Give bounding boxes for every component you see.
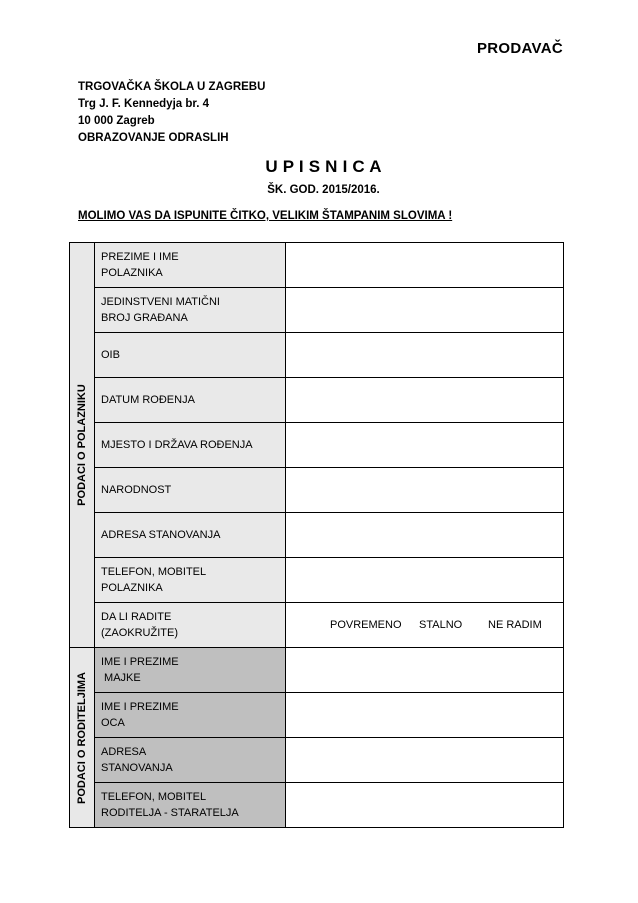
form-row-nationality — [70, 468, 564, 513]
form-row-student-name — [70, 243, 564, 288]
phone-field[interactable] — [286, 558, 564, 603]
parent-address-field[interactable] — [286, 738, 564, 783]
field-label: ADRESA STANOVANJA — [95, 513, 286, 558]
form-title: U P I S N I C A — [265, 157, 382, 176]
address-field[interactable] — [286, 513, 564, 558]
school-address: Trg J. F. Kennedyja br. 4 — [78, 98, 210, 110]
birth-date-field[interactable] — [286, 378, 564, 423]
field-label: DATUM ROĐENJA — [95, 378, 286, 423]
option-occasionally[interactable]: POVREMENO — [330, 619, 402, 631]
school-info — [78, 79, 265, 147]
school-city: 10 000 Zagreb — [78, 115, 155, 127]
form-row-oib — [70, 333, 564, 378]
form-row-birth-date — [70, 378, 564, 423]
birth-place-field[interactable] — [286, 423, 564, 468]
school-program: OBRAZOVANJE ODRASLIH — [78, 132, 229, 144]
employment-options — [286, 603, 564, 648]
option-permanent[interactable]: STALNO — [419, 619, 463, 631]
field-label: DA LI RADITE (ZAOKRUŽITE) — [95, 603, 286, 648]
enrollment-form-table — [69, 242, 564, 828]
field-label: TELEFON, MOBITEL POLAZNIKA — [95, 558, 286, 603]
fill-instruction: MOLIMO VAS DA ISPUNITE ČITKO, VELIKIM ŠTAMPANIM SLOVIMA ! — [78, 210, 453, 222]
field-label: OIB — [95, 333, 286, 378]
student-section-header — [70, 243, 95, 648]
form-row-parent-phone — [70, 783, 564, 828]
parent-phone-field[interactable] — [286, 783, 564, 828]
parents-section-header — [70, 648, 95, 828]
student-section-title: PODACI O POLAZNIKU — [76, 384, 88, 506]
field-label: MJESTO I DRŽAVA ROĐENJA — [95, 423, 286, 468]
school-name: TRGOVAČKA ŠKOLA U ZAGREBU — [78, 81, 266, 93]
option-not-working[interactable]: NE RADIM — [488, 619, 542, 631]
form-row-phone — [70, 558, 564, 603]
seller-label: PRODAVAČ — [476, 40, 563, 57]
field-label: IME I PREZIME MAJKE — [95, 648, 286, 693]
form-row-father — [70, 693, 564, 738]
form-row-address — [70, 513, 564, 558]
father-name-field[interactable] — [286, 693, 564, 738]
nationality-field[interactable] — [286, 468, 564, 513]
form-row-employment — [70, 603, 564, 648]
field-label: TELEFON, MOBITEL RODITELJA - STARATELJA — [95, 783, 286, 828]
field-label: IME I PREZIME OCA — [95, 693, 286, 738]
form-row-jmbg — [70, 288, 564, 333]
field-label: PREZIME I IME POLAZNIKA — [95, 243, 286, 288]
jmbg-field[interactable] — [286, 288, 564, 333]
school-year: ŠK. GOD. 2015/2016. — [267, 184, 380, 196]
oib-field[interactable] — [286, 333, 564, 378]
form-row-mother — [70, 648, 564, 693]
field-label: ADRESA STANOVANJA — [95, 738, 286, 783]
mother-name-field[interactable] — [286, 648, 564, 693]
form-row-birth-place — [70, 423, 564, 468]
field-label: NARODNOST — [95, 468, 286, 513]
form-row-parent-address — [70, 738, 564, 783]
student-name-field[interactable] — [286, 243, 564, 288]
field-label: JEDINSTVENI MATIČNI BROJ GRAĐANA — [95, 288, 286, 333]
parents-section-title: PODACI O RODITELJIMA — [76, 671, 88, 804]
